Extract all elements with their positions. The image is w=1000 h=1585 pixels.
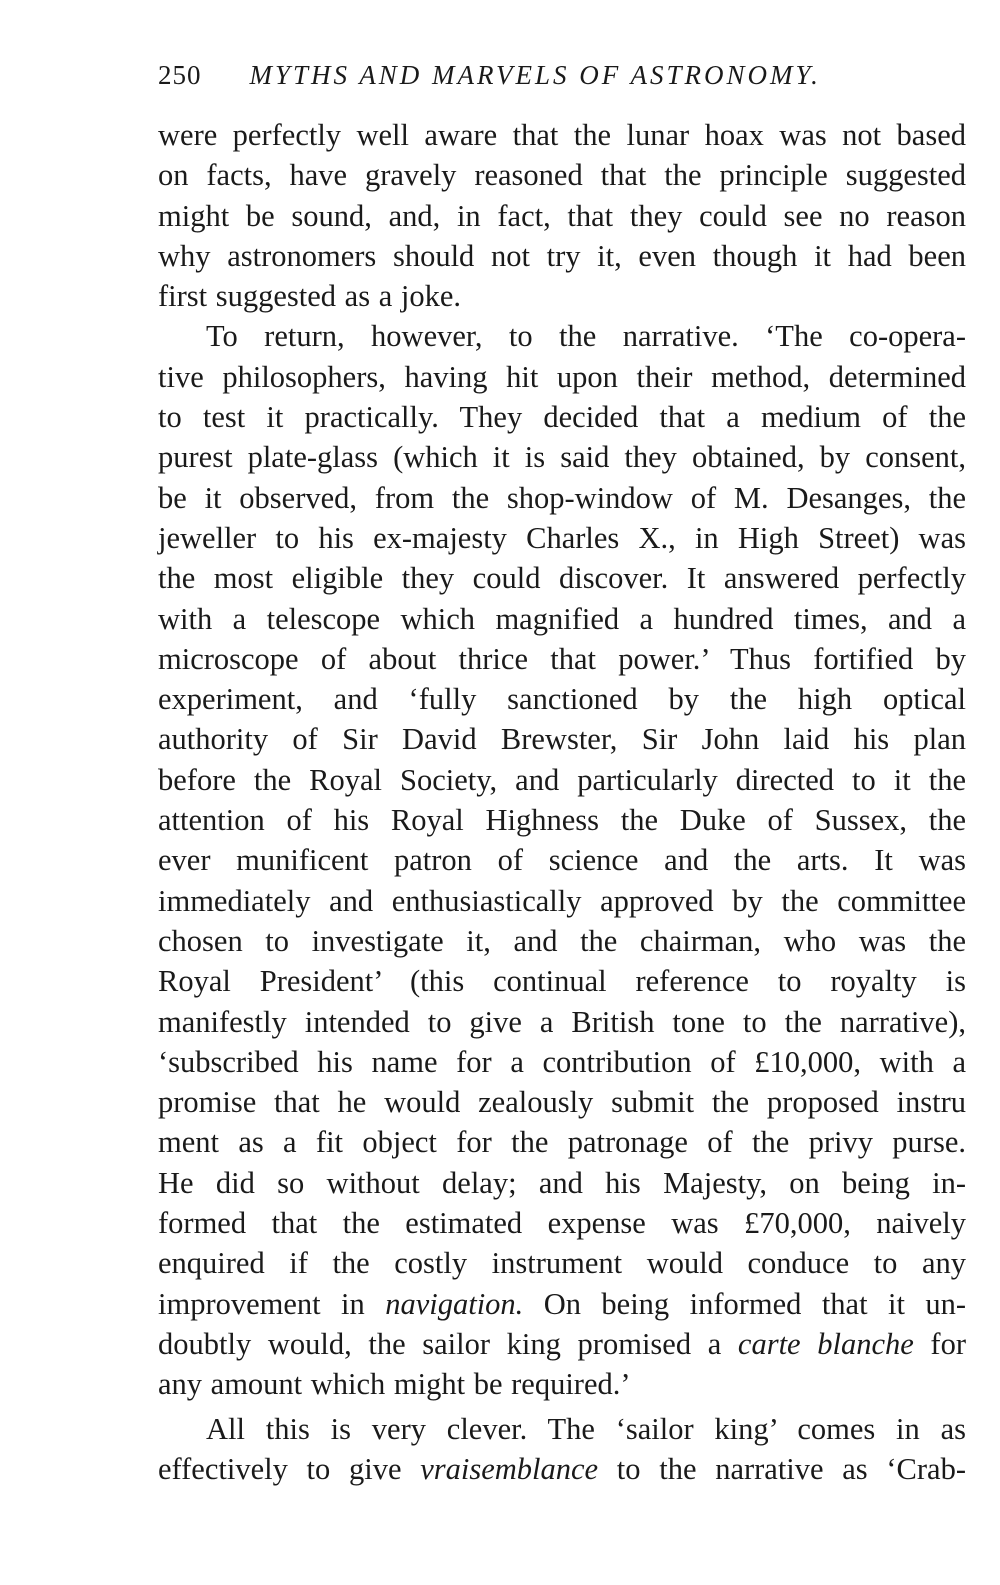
text-line: before the Royal Society, and particularly directed to it the [158, 762, 966, 797]
text-line: All this is very clever. The ‘sailor king’ comes in as [206, 1411, 966, 1446]
text-line: were perfectly well aware that the lunar hoax was not based [158, 118, 966, 152]
text-line: promise that he would zealously submit the proposed instru [158, 1085, 966, 1120]
text-line: purest plate-glass (which it is said they obtained, by consent, [158, 440, 966, 475]
book-page [158, 55, 966, 1489]
running-head [158, 55, 966, 95]
text-line: to test it practically. They decided that a medium of the [158, 400, 966, 435]
text-line: enquired if the costly instrument would conduce to any [158, 1246, 966, 1281]
text-line: first suggested as a joke. [158, 279, 461, 314]
text-line: ‘subscribed his name for a contribution of £10,000, with a [158, 1044, 966, 1079]
text-line: experiment, and ‘fully sanctioned by the high optical [158, 682, 966, 717]
text-line: any amount which might be required.’ [158, 1367, 631, 1402]
text-line: jeweller to his ex-majesty Charles X., in High Street) was [158, 520, 966, 555]
italic-word: navigation. [385, 1286, 524, 1321]
text-span: improvement in [158, 1286, 386, 1321]
text-span: On being informed that it un- [523, 1286, 966, 1321]
text-line: with a telescope which magnified a hundred times, and a [158, 601, 966, 636]
text-line: ever munificent patron of science and the arts. It was [158, 843, 966, 878]
running-title: MYTHS AND MARVELS OF ASTRONOMY. [249, 60, 821, 90]
text-line: He did so without delay; and his Majesty, on being in- [158, 1165, 966, 1200]
text-span: effectively to give [158, 1451, 421, 1486]
text-line: manifestly intended to give a British tone to the narrative), [158, 1004, 966, 1039]
text-line: attention of his Royal Highness the Duke of Sussex, the [158, 803, 966, 838]
text-line: formed that the estimated expense was £70,000, naively [158, 1206, 966, 1241]
text-line-vraisemblance [158, 1449, 966, 1489]
text-line: chosen to investigate it, and the chairman, who was the [158, 923, 966, 958]
text-line: be it observed, from the shop-window of M. Desanges, the [158, 480, 966, 515]
text-line: To return, however, to the narrative. ‘The co-opera- [206, 319, 966, 354]
text-line: immediately and enthusiastically approved by the committee [158, 883, 966, 918]
text-span: for [913, 1326, 966, 1361]
text-line: microscope of about thrice that power.’ Thus fortified by [158, 641, 966, 676]
text-line: tive philosophers, having hit upon their method, determined [158, 359, 966, 394]
body-text [158, 115, 966, 1489]
text-span: to the narrative as ‘Crab- [598, 1451, 966, 1486]
text-line: Royal President’ (this continual reference to royalty is [158, 964, 966, 999]
text-line: why astronomers should not try it, even though it had been [158, 238, 966, 273]
text-line: might be sound, and, in fact, that they could see no reason [158, 198, 966, 233]
text-line: authority of Sir David Brewster, Sir John laid his plan [158, 722, 966, 757]
text-line: ment as a fit object for the patronage of the privy purse. [158, 1125, 966, 1160]
text-line: on facts, have gravely reasoned that the principle suggested [158, 158, 966, 193]
text-span: doubtly would, the sailor king promised a [158, 1326, 738, 1361]
text-line: the most eligible they could discover. It answered perfectly [158, 561, 966, 596]
italic-phrase: carte blanche [737, 1326, 914, 1361]
text-line-carte-blanche [158, 1324, 966, 1364]
text-line-navigation [158, 1284, 966, 1324]
page-number: 250 [158, 60, 202, 90]
italic-word: vraisemblance [420, 1451, 599, 1486]
